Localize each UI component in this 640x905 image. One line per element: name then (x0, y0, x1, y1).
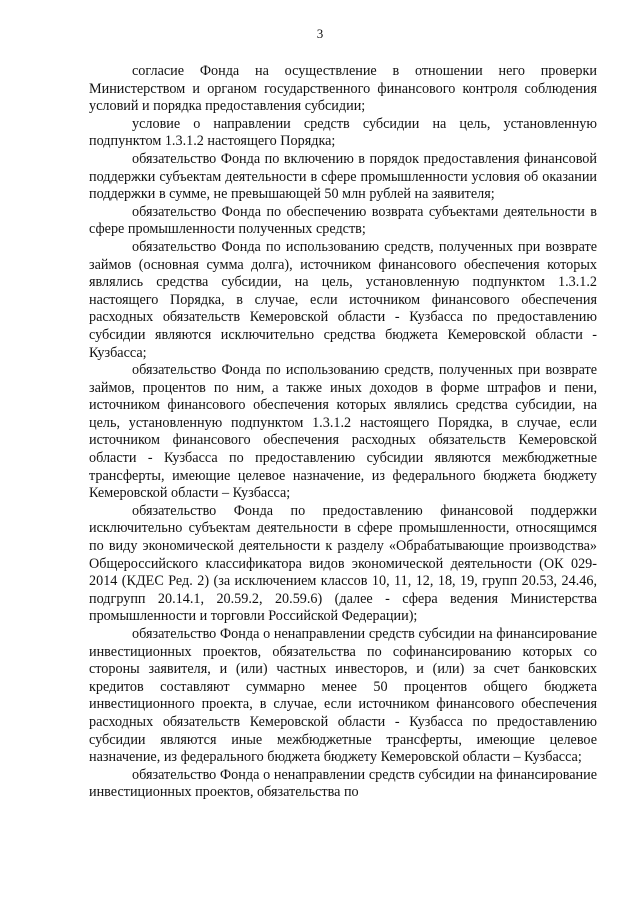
document-body (89, 63, 597, 802)
paragraph-loan-principal-use: обязательство Фонда по использованию средств, полученных при возврате займов (основная сумма долга), источником финансового обеспечения которых являлись средства субсидии, на цель, установленную подпунктом 1.3.1.2 настоящего Порядка, в случае, если источником финансового обеспечения расходных обязательств Кемеровской области - Кузбасса по предоставлению субсидии являются исключительно средства бюджета Кемеровской области - Кузбасса; (89, 238, 597, 361)
paragraph-cofinancing-continued: обязательство Фонда о ненаправлении средств субсидии на финансирование инвестиционных проектов, обязательства по (89, 766, 597, 801)
paragraph-manufacturing-support: обязательство Фонда по предоставлению финансовой поддержки исключительно субъектам деятельности в сфере промышленности, относящимся по виду экономической деятельности к разделу «Обрабатывающие производства» Общероссийского классификатора видов экономической деятельности (ОК 029-2014 (КДЕС Ред. 2) (за исключением классов 10, 11, 12, 18, 19, групп 20.53, 24.46, подгрупп 20.14.1, 20.59.2, 20.59.6) (далее - сфера ведения Министерства промышленности и торговли Российской Федерации); (89, 502, 597, 625)
paragraph-subsidy-purpose: условие о направлении средств субсидии на цель, установленную подпунктом 1.3.1.2 настоящего Порядка; (89, 115, 597, 150)
paragraph-support-limit: обязательство Фонда по включению в порядок предоставления финансовой поддержки субъектам деятельности в сфере промышленности условия об оказании поддержки в сумме, не превышающей 50 млн рублей на заявителя; (89, 150, 597, 203)
paragraph-cofinancing-restriction: обязательство Фонда о ненаправлении средств субсидии на финансирование инвестиционных проектов, обязательства по софинансированию которых со стороны заявителя, и (или) частных инвесторов, и (или) за счет банковских кредитов составляют суммарно менее 50 процентов общего бюджета инвестиционного проекта, в случае, если источником финансового обеспечения расходных обязательств Кемеровской области - Кузбасса по предоставлению субсидии являются иные межбюджетные трансферты, имеющие целевое назначение, из федерального бюджета бюджету Кемеровской области – Кузбасса; (89, 626, 597, 766)
paragraph-funds-return: обязательство Фонда по обеспечению возврата субъектами деятельности в сфере промышленности полученных средств; (89, 203, 597, 238)
paragraph-loan-interest-use: обязательство Фонда по использованию средств, полученных при возврате займов, процентов по ним, а также иных доходов в форме штрафов и пени, источником финансового обеспечения которых являлись средства субсидии, на цель, установленную подпунктом 1.3.1.2 настоящего Порядка, в случае, если источником финансового обеспечения расходных обязательств Кемеровской области - Кузбасса по предоставлению субсидии являются межбюджетные трансферты, имеющие целевое назначение, из федерального бюджета бюджету Кемеровской области – Кузбасса; (89, 362, 597, 502)
paragraph-consent-inspection: согласие Фонда на осуществление в отношении него проверки Министерством и органом государственного финансового контроля соблюдения условий и порядка предоставления субсидии; (89, 63, 597, 115)
page-number: 3 (316, 26, 324, 41)
